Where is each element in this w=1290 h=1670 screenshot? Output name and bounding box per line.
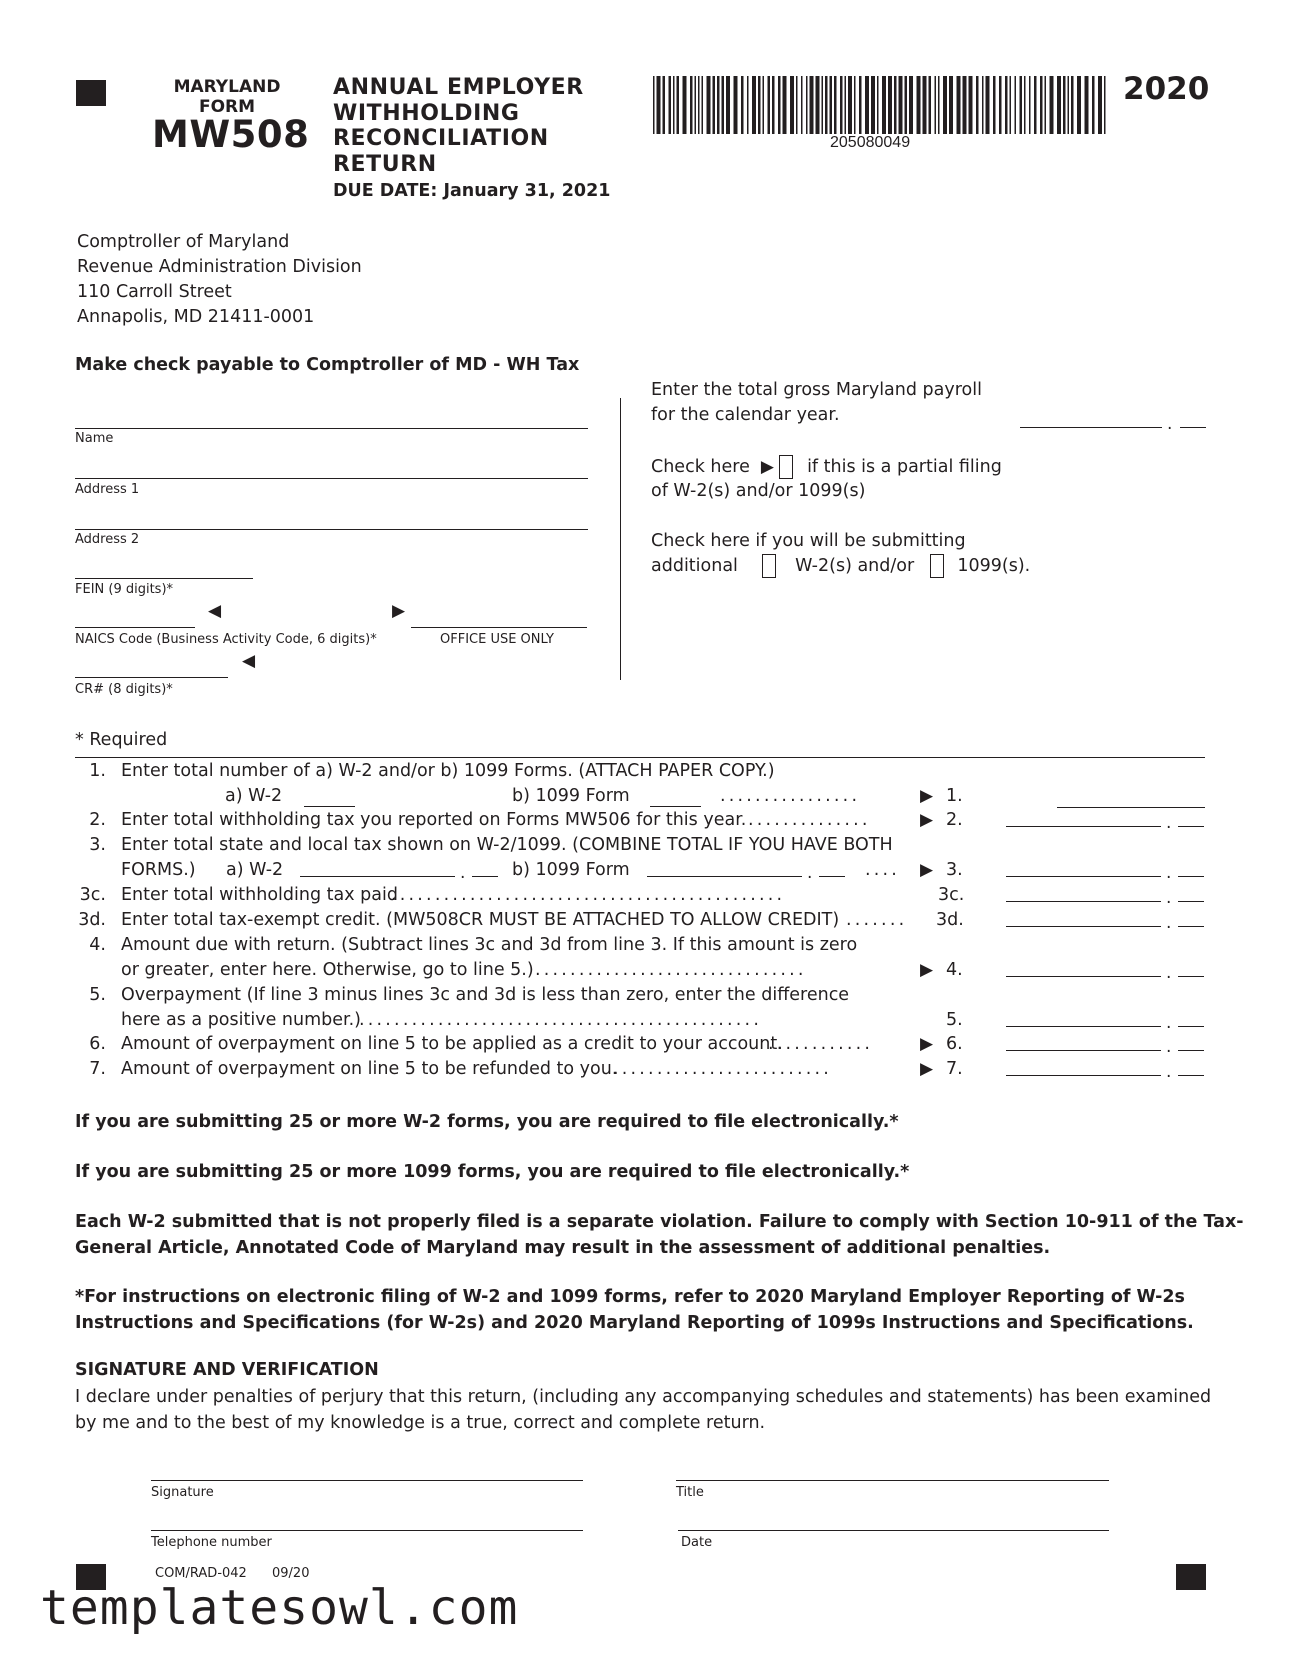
line-6-number: 6. [89, 1034, 106, 1054]
required-note: * Required [75, 730, 168, 750]
line-3d-ref: 3d. [936, 910, 964, 930]
barcode-bar [917, 76, 921, 134]
barcode-bar [888, 76, 892, 134]
payroll-line-2: for the calendar year. [651, 405, 840, 425]
line-6-ref: 6. [946, 1034, 963, 1054]
line-7-text: Amount of overpayment on line 5 to be refunded to you. [121, 1059, 618, 1079]
barcode-bar [772, 76, 775, 134]
barcode-bar [741, 76, 744, 134]
barcode-bar [845, 76, 847, 134]
mailing-address [77, 230, 362, 330]
leader-dots: ......................... [613, 1059, 833, 1079]
form-code: COM/RAD-042 [155, 1566, 247, 1581]
right-arrow-icon: ▶ [920, 960, 934, 980]
barcode-bar [768, 76, 771, 134]
barcode-bar [1024, 76, 1026, 134]
barcode-bar [1085, 76, 1089, 134]
form-number: MW508 [152, 113, 310, 156]
barcode-bar [677, 76, 680, 134]
section-divider [620, 398, 621, 680]
right-arrow-icon: ▶ [920, 1034, 934, 1054]
barcode-bar [1063, 76, 1066, 134]
additional-w2-checkbox[interactable] [762, 554, 776, 578]
barcode-bar [758, 76, 761, 134]
additional-word: additional [651, 556, 738, 576]
barcode-bar [822, 76, 824, 134]
payroll-line-1: Enter the total gross Maryland payroll [651, 380, 982, 400]
barcode-bar [969, 76, 973, 134]
declaration-line-1: I declare under penalties of perjury that this return, (including any accompanying schedules and statements) has been examined [75, 1387, 1212, 1407]
barcode-bar [1029, 76, 1031, 134]
barcode-bar [707, 76, 711, 134]
barcode-bar [905, 76, 908, 134]
barcode-bar [747, 76, 749, 134]
barcode-bar [752, 76, 756, 134]
signature-label: Signature [151, 1485, 214, 1500]
notice-1099-electronic: If you are submitting 25 or more 1099 forms, you are required to file electronically.* [75, 1162, 910, 1182]
leader-dots: ............ [768, 1034, 874, 1054]
line-3c-ref: 3c. [938, 885, 965, 905]
barcode-bar [1005, 76, 1008, 134]
notice-violation-line-1: Each W-2 submitted that is not properly filed is a separate violation. Failure to comply with Section 10-911 of the Tax- [75, 1212, 1244, 1232]
barcode-bar [734, 76, 738, 134]
barcode-bar [865, 76, 869, 134]
name-label: Name [75, 431, 114, 446]
cr-field[interactable] [75, 677, 228, 678]
notice-violation [75, 1209, 1244, 1261]
barcode-bar [663, 76, 666, 134]
line-1a-field[interactable] [304, 806, 355, 807]
form-word: FORM [198, 97, 256, 117]
address-line-1: Comptroller of Maryland [77, 232, 290, 252]
office-use-label: OFFICE USE ONLY [440, 632, 554, 647]
line-3a-label: a) W-2 [226, 860, 284, 880]
line-1b-label: b) 1099 Form [512, 786, 630, 806]
registration-mark-bottom-right [1176, 1564, 1206, 1590]
line-5-text-2: here as a positive number.) [121, 1010, 361, 1030]
barcode-bar [830, 76, 833, 134]
declaration [75, 1384, 1211, 1436]
line-1-total-field[interactable] [1057, 807, 1205, 808]
registration-mark-top-left [76, 80, 106, 106]
notice-violation-line-2: General Article, Annotated Code of Maryland may result in the assessment of additional penalties. [75, 1238, 1051, 1258]
barcode-bar [717, 76, 720, 134]
right-arrow-icon: ▶ [920, 860, 934, 880]
barcode-bar [986, 76, 990, 134]
barcode-bar [909, 76, 913, 134]
leader-dots: ............................... [535, 960, 807, 980]
barcode-bar [976, 76, 979, 134]
barcode-bar [1045, 76, 1047, 134]
barcode-bar [713, 76, 716, 134]
line-6-text: Amount of overpayment on line 5 to be applied as a credit to your account. [121, 1034, 783, 1054]
right-arrow-icon: ▶ [755, 457, 774, 477]
line-3c-number: 3c. [79, 885, 106, 905]
barcode-bar [1057, 76, 1061, 134]
additional-w2-label: W-2(s) and/or [795, 556, 915, 576]
line-3-text: Enter total state and local tax shown on W-2/1099. (COMBINE TOTAL IF YOU HAVE BOTH [121, 835, 893, 855]
line-3d-text: Enter total tax-exempt credit. (MW508CR MUST BE ATTACHED TO ALLOW CREDIT) [121, 910, 840, 930]
barcode-bar [726, 76, 730, 134]
barcode-bar [923, 76, 927, 134]
form-year: 2020 [1123, 71, 1210, 107]
line-2-ref: 2. [946, 810, 963, 830]
barcode-bar [683, 76, 687, 134]
fein-field[interactable] [75, 578, 253, 579]
barcode-bar [882, 76, 886, 134]
barcode-bar [816, 76, 820, 134]
line-3-ref: 3. [946, 860, 963, 880]
barcode-bar [1050, 76, 1054, 134]
left-arrow-icon: ◀ [242, 651, 256, 671]
barcode-bar [999, 76, 1002, 134]
barcode-bar [877, 76, 879, 134]
date-label: Date [681, 1535, 713, 1550]
line-3b-label: b) 1099 Form [512, 860, 630, 880]
form-title [333, 75, 584, 177]
barcode-bar [810, 76, 814, 134]
fein-label: FEIN (9 digits)* [75, 582, 174, 597]
line-1-number: 1. [89, 761, 106, 781]
line-4-number: 4. [89, 935, 106, 955]
barcode-bar [859, 76, 862, 134]
additional-line-1: Check here if you will be submitting [651, 531, 966, 551]
barcode-bar [778, 76, 781, 134]
line-5-text-1: Overpayment (If line 3 minus lines 3c and 3d is less than zero, enter the difference [121, 985, 850, 1005]
barcode-bar [899, 76, 903, 134]
leader-dots: ................ [720, 786, 861, 806]
barcode-bar [1034, 76, 1037, 134]
cr-label: CR# (8 digits)* [75, 682, 173, 697]
right-arrow-icon: ▶ [920, 810, 934, 830]
barcode-bar [848, 76, 852, 134]
barcode-bar [806, 76, 808, 134]
office-use-field [411, 627, 587, 628]
name-field[interactable] [75, 428, 588, 429]
partial-filing-post: if this is a partial filing [807, 457, 1002, 477]
barcode-bar [690, 76, 693, 134]
address1-field[interactable] [75, 478, 588, 479]
date-field[interactable] [678, 1530, 1109, 1531]
barcode-bar [1010, 76, 1012, 134]
line-5-ref: 5. [946, 1010, 963, 1030]
barcode-bar [783, 76, 787, 134]
barcode-bar [854, 76, 856, 134]
barcode-bar [949, 76, 953, 134]
additional-1099-checkbox[interactable] [930, 554, 944, 578]
leader-dots: .............................................. [359, 1010, 763, 1030]
signature-heading: SIGNATURE AND VERIFICATION [75, 1360, 379, 1380]
barcode-bar [763, 76, 765, 134]
address-line-4: Annapolis, MD 21411-0001 [77, 307, 315, 327]
line-7-ref: 7. [946, 1059, 963, 1079]
line-1-ref: 1. [946, 786, 963, 806]
title-line-2: WITHHOLDING [333, 100, 520, 126]
right-arrow-icon: ▶ [920, 1059, 934, 1079]
line-1b-field[interactable] [650, 806, 701, 807]
title-line-1: ANNUAL EMPLOYER [333, 75, 584, 100]
notice-instructions-line-1: *For instructions on electronic filing of W-2 and 1099 forms, refer to 2020 Maryland Employer Reporting of W-2s [75, 1287, 1185, 1307]
line-2-text: Enter total withholding tax you reported on Forms MW506 for this year. [121, 810, 747, 830]
barcode-bar [957, 76, 961, 134]
barcode-bar [935, 76, 937, 134]
barcode-bar [963, 76, 967, 134]
line-1a-label: a) W-2 [225, 786, 283, 806]
barcode-bar [938, 76, 940, 134]
barcode-bar [1092, 76, 1095, 134]
line-1-text: Enter total number of a) W-2 and/or b) 1099 Forms. (ATTACH PAPER COPY.) [121, 761, 775, 781]
line-3-forms: FORMS.) [121, 860, 196, 880]
barcode-bar [790, 76, 794, 134]
address2-field[interactable] [75, 529, 588, 530]
notice-instructions-line-2: Instructions and Specifications (for W-2s) and 2020 Maryland Reporting of 1099s Instructions and Specifications. [75, 1313, 1194, 1333]
leader-dots: .... [865, 860, 901, 880]
state-label: MARYLAND [173, 77, 281, 97]
address-line-3: 110 Carroll Street [77, 282, 232, 302]
barcode-bar [673, 76, 675, 134]
partial-filing-line-2: of W-2(s) and/or 1099(s) [651, 481, 866, 501]
barcode-number: 205080049 [830, 134, 911, 151]
right-arrow-icon: ▶ [920, 786, 934, 806]
section-rule [75, 757, 1205, 758]
leader-dots: ....... [846, 910, 908, 930]
barcode-bar [657, 76, 661, 134]
address1-label: Address 1 [75, 482, 140, 497]
line-2-number: 2. [89, 810, 106, 830]
barcode [653, 76, 1110, 134]
line-7-number: 7. [89, 1059, 106, 1079]
declaration-line-2: by me and to the best of my knowledge is a true, correct and complete return. [75, 1413, 766, 1433]
barcode-bar [871, 76, 875, 134]
address2-label: Address 2 [75, 532, 140, 547]
barcode-bar [1077, 76, 1081, 134]
signature-field[interactable] [151, 1480, 583, 1481]
partial-filing-pre: Check here [651, 457, 750, 477]
barcode-bar [1098, 76, 1102, 134]
payable-instruction: Make check payable to Comptroller of MD - WH Tax [75, 355, 580, 375]
watermark: templatesowl.com [40, 1580, 519, 1636]
right-arrow-icon: ▶ [392, 601, 406, 621]
barcode-bar [801, 76, 803, 134]
barcode-bar [1015, 76, 1017, 134]
left-arrow-icon: ◀ [208, 601, 222, 621]
barcode-bar [1020, 76, 1023, 134]
barcode-bar [834, 76, 837, 134]
leader-dots: ............................................. [391, 885, 786, 905]
telephone-label: Telephone number [151, 1535, 272, 1550]
telephone-field[interactable] [151, 1530, 583, 1531]
barcode-bar [1071, 76, 1074, 134]
line-4-text-1: Amount due with return. (Subtract lines 3c and 3d from line 3. If this amount is zero [121, 935, 858, 955]
notice-instructions [75, 1284, 1194, 1336]
title-label: Title [676, 1485, 704, 1500]
line-4-text-2: or greater, enter here. Otherwise, go to line 5.) [121, 960, 534, 980]
barcode-bar [669, 76, 672, 134]
payroll-prompt [651, 378, 982, 428]
barcode-bar [894, 76, 897, 134]
title-line-3: RECONCILIATION [333, 126, 549, 151]
due-date: DUE DATE: January 31, 2021 [333, 181, 611, 201]
naics-label: NAICS Code (Business Activity Code, 6 digits)* [75, 632, 377, 647]
line-3c-text: Enter total withholding tax paid [121, 885, 398, 905]
partial-filing-checkbox[interactable] [779, 455, 793, 479]
barcode-bar [698, 76, 700, 134]
additional-1099-label: 1099(s). [957, 556, 1031, 576]
barcode-bar [1040, 76, 1043, 134]
barcode-bar [840, 76, 843, 134]
leader-dots: .............. [748, 810, 871, 830]
barcode-bar [653, 76, 655, 134]
barcode-bar [1068, 76, 1070, 134]
barcode-bar [1104, 76, 1106, 134]
line-4-ref: 4. [946, 960, 963, 980]
barcode-bar [943, 76, 947, 134]
title-line-4: RETURN [333, 151, 437, 177]
line-3-number: 3. [89, 835, 106, 855]
naics-field[interactable] [75, 627, 195, 628]
barcode-bar [982, 76, 984, 134]
barcode-bar [695, 76, 697, 134]
address-line-2: Revenue Administration Division [77, 257, 362, 277]
barcode-bar [993, 76, 996, 134]
barcode-bar [722, 76, 725, 134]
form-revision: 09/20 [272, 1566, 310, 1581]
barcode-bar [825, 76, 828, 134]
barcode-bar [702, 76, 704, 134]
barcode-bar [796, 76, 798, 134]
title-field[interactable] [676, 1480, 1109, 1481]
partial-filing-row [651, 455, 1002, 479]
additional-row [651, 554, 1030, 578]
line-5-number: 5. [89, 985, 106, 1005]
barcode-bar [929, 76, 932, 134]
notice-w2-electronic: If you are submitting 25 or more W-2 forms, you are required to file electronically.* [75, 1112, 899, 1132]
line-3d-number: 3d. [78, 910, 106, 930]
